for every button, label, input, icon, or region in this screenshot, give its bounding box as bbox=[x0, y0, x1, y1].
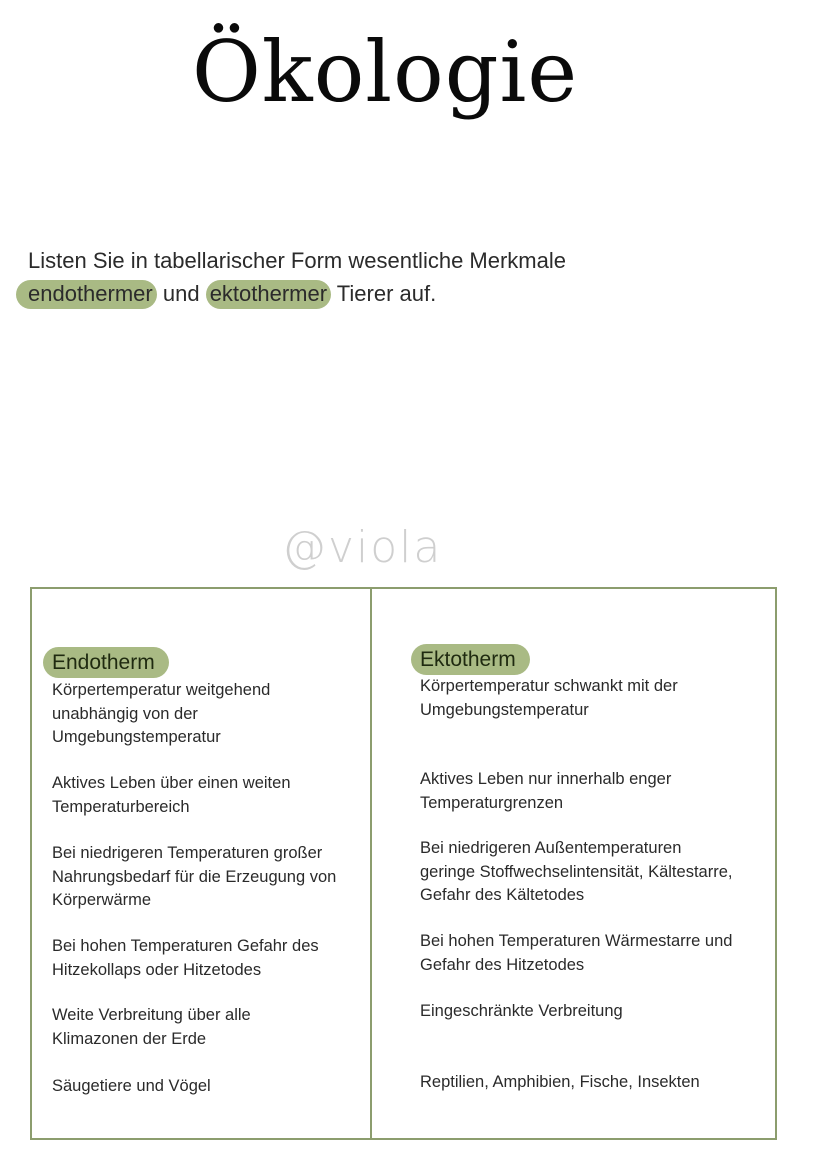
column-divider bbox=[370, 589, 372, 1138]
column-heading-ektotherm: Ektotherm bbox=[411, 644, 530, 675]
page-title: Ökologie bbox=[191, 23, 579, 121]
highlight-ektothermer: ektothermer bbox=[206, 280, 331, 309]
endotherm-item: Weite Verbreitung über alle Klimazonen der Erde bbox=[52, 1006, 251, 1048]
column-heading-endotherm: Endotherm bbox=[43, 647, 169, 678]
ektotherm-item: Reptilien, Amphibien, Fische, Insekten bbox=[420, 1073, 700, 1091]
ektotherm-item: Körpertemperatur schwankt mit der Umgebungstemperatur bbox=[420, 677, 678, 719]
endotherm-item: Aktives Leben über einen weiten Temperaturbereich bbox=[52, 774, 291, 816]
ektotherm-item: Eingeschränkte Verbreitung bbox=[420, 1002, 623, 1020]
watermark: @viola bbox=[282, 522, 443, 573]
task-end: Tierer auf. bbox=[331, 281, 437, 306]
endotherm-item: Bei hohen Temperaturen Gefahr des Hitzekollaps oder Hitzetodes bbox=[52, 937, 319, 979]
column-endotherm bbox=[52, 589, 362, 1138]
ektotherm-item: Bei niedrigeren Außentemperaturen geringe Stoffwechselintensität, Kältestarre, Gefahr des Kältetodes bbox=[420, 839, 733, 904]
task-line-1: Listen Sie in tabellarischer Form wesentliche Merkmale bbox=[28, 248, 566, 273]
ektotherm-item: Bei hohen Temperaturen Wärmestarre und Gefahr des Hitzetodes bbox=[420, 932, 733, 974]
task-line-2 bbox=[28, 277, 728, 310]
ektotherm-item: Aktives Leben nur innerhalb enger Temperaturgrenzen bbox=[420, 770, 672, 812]
endotherm-item: Körpertemperatur weitgehend unabhängig von der Umgebungstemperatur bbox=[52, 681, 271, 746]
comparison-table bbox=[30, 587, 777, 1140]
task-prompt bbox=[28, 244, 728, 310]
column-ektotherm bbox=[420, 589, 770, 1138]
task-connector: und bbox=[156, 281, 206, 306]
highlight-endothermer: endothermer bbox=[16, 280, 157, 309]
endotherm-item: Bei niedrigeren Temperaturen großer Nahrungsbedarf für die Erzeugung von Körperwärme bbox=[52, 844, 337, 909]
endotherm-item: Säugetiere und Vögel bbox=[52, 1077, 211, 1095]
